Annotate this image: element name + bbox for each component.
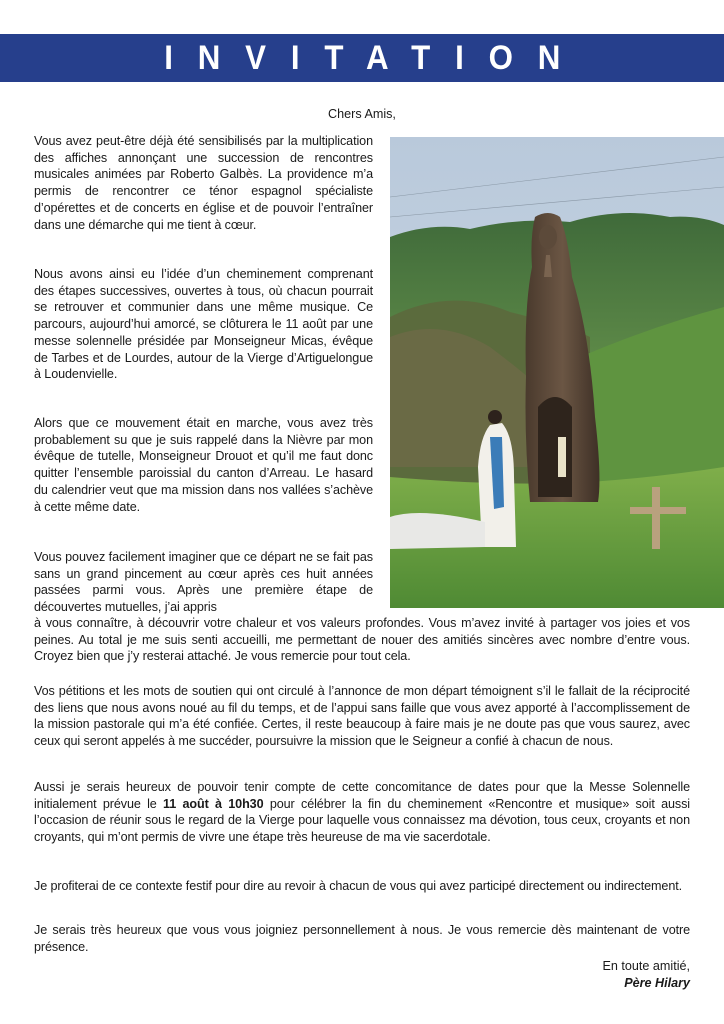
statue-photo [390,137,724,608]
closing-salutation: En toute amitié, [602,959,690,973]
statue-photo-illustration [390,137,724,608]
messe-date-time: 11 août à 10h30 [163,796,264,811]
title-banner [0,34,724,82]
paragraph-cheminement: Nous avons ainsi eu l’idée d’un cheminement comprenant des étapes successives, ouvertes à tous, où chacun pourrait se retrouver et communier dans une même musique. Ce parcours, aujourd’hui amorcé, se clôturera le 11 août par une messe solennelle présidée par Monseigneur Micas, évêque de Tarbes et de Lourdes, autour de la Vierge d’Artiguelongue à Loudenvielle. [34,267,373,382]
messe-text-before: Aussi je serais heureux de pouvoir tenir compte de cette concomitance de dates pour que la Messe Solennelle initialement prévue le [34,780,690,811]
page-title: INVITATION [163,39,585,77]
wooden-cross-post [652,487,660,549]
paragraph-petitions: Vos pétitions et les mots de soutien qui ont circulé à l’annonce de mon départ témoignent s’il le fallait de la réciprocité des liens que nous avons noué au fil du temps, et de l’appui sans faille que vous avez apporté à l’accomplissement de la mission pastorale qui m’a été confiée. Certes, il reste beaucoup à faire mais je ne doute pas que vous saurez, avec ceux qui seront appelés à me succéder, poursuivre la mission que le Seigneur a confié à chacun de nous. [34,684,690,749]
paragraph-intro: Vous avez peut-être déjà été sensibilisés par la multiplication des affiches annonçant une succession de rencontres musicales animées par Roberto Galbès. La providence m’a permis de rencontrer ce ténor espagnol spécialiste d’opérettes et de concerts en église et de pouvoir l’entraîner dans une démarche qui me tient à cœur. [34,134,373,232]
wooden-cross-beam [630,507,686,514]
paragraph-messe [34,779,690,846]
signature: Père Hilary [624,976,690,990]
closing [602,958,690,992]
statue-hollow [538,397,572,497]
messe-text-after: pour célébrer la fin du cheminement «Rencontre et musique» soit aussi l’occasion de réunir sous le regard de la Vierge pour laquelle vous connaissez ma dévotion, tous ceux, croyants et non croyants, qui m’ont permis de vivre une étape très heureuse de ma vie sacerdotale. [34,796,691,845]
paragraph-depart: Alors que ce mouvement était en marche, vous avez très probablement su que je suis rappelé dans la Nièvre par mon évêque de tutelle, Monseigneur Drouot et qu’il me faut donc quitter l’ensemble paroissial du canton d’Arreau. Le hasard du calendrier veut que ma mission dans nos vallées s’achève à cette même date. [34,416,373,514]
statue-face [539,225,557,249]
paragraph-au-revoir: Je profiterai de ce contexte festif pour dire au revoir à chacun de vous qui avez participé directement ou indirectement. [34,879,683,893]
greeting: Chers Amis, [328,107,396,121]
paragraph-accueil: à vous connaître, à découvrir votre chaleur et vos valeurs profondes. Vous m’avez invité à partager vos joies et vos peines. Au total je me suis senti accueilli, me permettant de nouer des amitiés sincères avec nombre d’entre vous. Croyez bien que j’y resterai attaché. Je vous remercie pour tout cela. [34,616,690,664]
paragraph-pincement: Vous pouvez facilement imaginer que ce départ ne se fait pas sans un grand pincement au cœur après ces huit années passées parmi vous. Après une première étape de découvertes mutuelles, j’ai appris [34,550,373,615]
priest-head [488,410,502,424]
flower-garland [558,437,566,477]
paragraph-presence: Je serais très heureux que vous vous joigniez personnellement à nous. Je vous remercie dès maintenant de votre présence. [34,923,690,954]
